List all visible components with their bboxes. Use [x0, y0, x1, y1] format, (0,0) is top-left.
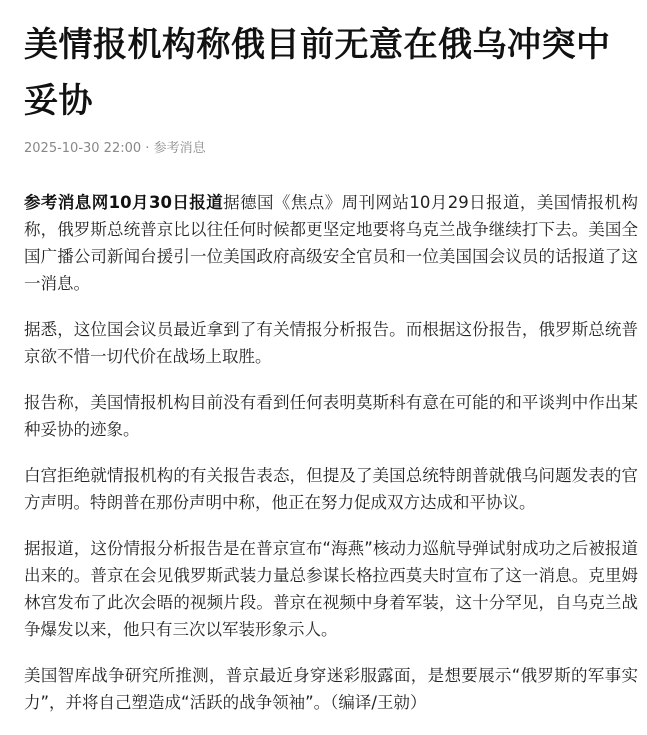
article-title: 美情报机构称俄目前无意在俄乌冲突中妥协	[24, 25, 611, 121]
article-meta	[24, 139, 638, 159]
paragraph: 据报道，这份情报分析报告是在普京宣布“海燕”核动力巡航导弹试射成功之后被报道出来的。普京在会见俄罗斯武装力量总参谋长格拉西莫夫时宣布了这一消息。克里姆林宫发布了此次会晤的视频片段。普京在视频中身着军装，这十分罕见，自乌克兰战争爆发以来，他只有三次以军装形象示人。	[24, 539, 638, 639]
paragraph: 美国智库战争研究所推测，普京最近身穿迷彩服露面，是想要展示“俄罗斯的军事实力”，并将自己塑造成“活跃的战争领袖”。（编译/王勍）	[24, 666, 638, 712]
paragraph-text: 据德国《焦点》周刊网站10月29日报道，美国情报机构称，俄罗斯总统普京比以往任何时候都更坚定地要将乌克兰战争继续打下去。美国全国广播公司新闻台援引一位美国政府高级安全官员和一位美国国会议员的话报道了这一消息。	[24, 193, 638, 293]
paragraph: 白宫拒绝就情报机构的有关报告表态，但提及了美国总统特朗普就俄乌问题发表的官方声明。特朗普在那份声明中称，他正在努力促成双方达成和平协议。	[24, 466, 638, 512]
publish-date: 2025-10-30 22:00	[24, 141, 142, 156]
lead-dateline: 参考消息网10月30日报道	[24, 193, 224, 212]
article	[24, 0, 638, 735]
paragraph: 报告称，美国情报机构目前没有看到任何表明莫斯科有意在可能的和平谈判中作出某种妥协的迹象。	[24, 393, 638, 439]
article-body	[24, 189, 638, 716]
meta-separator: ·	[141, 141, 154, 156]
paragraph: 据悉，这位国会议员最近拿到了有关情报分析报告。而根据这份报告，俄罗斯总统普京欲不惜一切代价在战场上取胜。	[24, 320, 638, 366]
paragraph	[24, 189, 638, 297]
article-source: 参考消息	[153, 141, 206, 156]
